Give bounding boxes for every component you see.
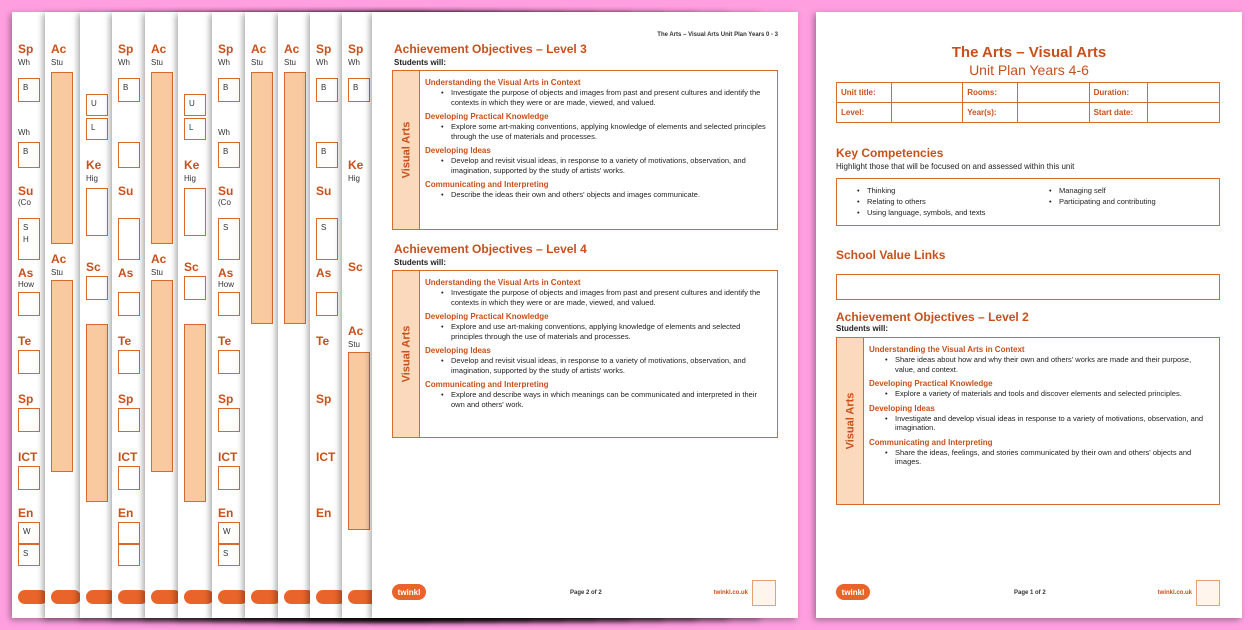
sheet-fragment: Sp xyxy=(18,42,34,56)
sheet-fragment: L xyxy=(189,123,194,132)
site-link[interactable]: twinkl.co.uk xyxy=(713,590,748,596)
objective-item: • Describe the ideas their own and others' objects and images communicate. xyxy=(425,190,771,200)
competency-item[interactable]: • Managing self xyxy=(1047,185,1156,196)
sheet-fragment: Hig xyxy=(86,174,99,183)
section-title-level-2: Achievement Objectives – Level 2 xyxy=(836,310,1029,324)
sheet-fragment: Wh xyxy=(18,58,30,67)
page-1 xyxy=(816,12,1242,618)
sheet-fragment: Te xyxy=(118,334,132,348)
page-title: The Arts – Visual Arts xyxy=(951,44,1107,61)
sheet-fragment: Ke xyxy=(86,158,102,172)
objective-item: • Explore and describe ways in which meanings can be communicated and interpreted in their own and others' work. xyxy=(425,390,771,409)
twinkl-logo-icon xyxy=(18,590,48,604)
sheet-fragment: Stu xyxy=(51,268,64,277)
quality-badge-icon xyxy=(752,580,776,606)
objective-heading: Understanding the Visual Arts in Context xyxy=(425,278,581,287)
twinkl-logo-icon xyxy=(118,590,148,604)
objective-heading: Developing Practical Knowledge xyxy=(425,112,549,121)
sheet-fragment: Stu xyxy=(151,268,164,277)
competency-item[interactable]: • Relating to others xyxy=(855,196,985,207)
objective-heading: Developing Ideas xyxy=(425,346,491,355)
page-subtitle: Unit Plan Years 4-6 xyxy=(969,62,1089,78)
twinkl-logo-icon xyxy=(184,590,214,604)
sheet-fragment: Ac xyxy=(151,252,167,266)
objective-heading: Developing Ideas xyxy=(425,146,491,155)
section-title-level-3: Achievement Objectives – Level 3 xyxy=(394,42,587,56)
back-sheet-11: Sp Wh B Ke Hig Sc Ac Stu xyxy=(342,12,762,618)
objective-heading: Developing Practical Knowledge xyxy=(869,379,993,388)
objective-heading: Communicating and Interpreting xyxy=(425,180,549,189)
key-competencies-title: Key Competencies xyxy=(836,146,944,160)
visual-arts-side-label: Visual Arts xyxy=(837,338,864,504)
objective-item: • Investigate the purpose of objects and images from past and present cultures and identify the contexts in which they were or are made, viewed, and valued. xyxy=(425,88,771,107)
sheet-fragment: How xyxy=(18,280,35,289)
sheet-fragment: Sc xyxy=(184,260,199,274)
years-field[interactable] xyxy=(1017,103,1089,123)
sheet-fragment: ICT xyxy=(18,450,38,464)
page-2 xyxy=(372,12,798,618)
years-label: Year(s): xyxy=(963,103,1018,123)
start-date-field[interactable] xyxy=(1148,103,1220,123)
objectives-box-level-4 xyxy=(392,270,778,438)
twinkl-logo-icon: twinkl xyxy=(392,584,426,600)
sheet-fragment: Wh xyxy=(118,58,130,67)
sheet-fragment: Su xyxy=(118,184,134,198)
sheet-fragment: (Co xyxy=(18,198,31,207)
unit-title-field[interactable] xyxy=(891,83,963,103)
sheet-fragment: As xyxy=(118,266,134,280)
objective-heading: Understanding the Visual Arts in Context xyxy=(425,78,581,87)
school-value-links-title: School Value Links xyxy=(836,248,946,262)
visual-arts-side-label: Visual Arts xyxy=(393,271,420,437)
site-link[interactable]: twinkl.co.uk xyxy=(1157,590,1192,596)
twinkl-logo-icon xyxy=(51,590,81,604)
competency-item[interactable]: • Participating and contributing xyxy=(1047,196,1156,207)
sheet-fragment: Wh xyxy=(18,128,30,137)
level-label: Level: xyxy=(837,103,892,123)
back-sheet-8: Ac Stu xyxy=(245,12,665,618)
sheet-fragment: Sp xyxy=(118,392,134,406)
sheet-fragment: En xyxy=(18,506,34,520)
rooms-label: Rooms: xyxy=(963,83,1018,103)
students-will-label: Students will: xyxy=(394,258,446,267)
sheet-fragment: H xyxy=(23,235,29,244)
sheet-fragment: Ac xyxy=(51,42,67,56)
sheet-fragment: B xyxy=(123,83,129,92)
objectives-box-level-3 xyxy=(392,70,778,230)
rooms-field[interactable] xyxy=(1017,83,1089,103)
objective-heading: Understanding the Visual Arts in Context xyxy=(869,345,1025,354)
students-will-label: Students will: xyxy=(394,58,446,67)
unit-title-label: Unit title: xyxy=(837,83,892,103)
sheet-fragment: Su xyxy=(18,184,34,198)
objective-item: • Explore some art-making conventions, applying knowledge of elements and selected principles through the use of materials and processes. xyxy=(425,122,771,141)
objective-item: • Share the ideas, feelings, and stories communicated by their own and others' objects and images. xyxy=(869,448,1213,467)
page-number: Page 1 of 2 xyxy=(1014,590,1046,596)
start-date-label: Start date: xyxy=(1089,103,1148,123)
sheet-fragment: Ac xyxy=(51,252,67,266)
competency-item[interactable]: • Using language, symbols, and texts xyxy=(855,207,985,218)
unit-details-table xyxy=(836,82,1220,123)
duration-label: Duration: xyxy=(1089,83,1148,103)
sheet-fragment: S xyxy=(23,549,29,558)
sheet-fragment: U xyxy=(91,99,97,108)
page-header: The Arts – Visual Arts Unit Plan Years 0 - 3 xyxy=(657,32,778,38)
sheet-fragment: As xyxy=(18,266,34,280)
objective-item: • Explore a variety of materials and tools and discover elements and selected principles. xyxy=(869,389,1213,399)
sheet-fragment: W xyxy=(23,527,31,536)
objective-item: • Explore and use art-making conventions, applying knowledge of elements and selected principles through the use of materials and processes. xyxy=(425,322,771,341)
back-sheet-7: Sp Wh B Wh B Su (Co S As How Te Sp ICT En W S xyxy=(212,12,632,618)
school-value-links-field[interactable] xyxy=(836,274,1220,300)
sheet-fragment: Ke xyxy=(184,158,200,172)
sheet-fragment: U xyxy=(189,99,195,108)
page-number: Page 2 of 2 xyxy=(570,590,602,596)
sheet-fragment: Ac xyxy=(151,42,167,56)
back-sheet-9: Ac Stu xyxy=(278,12,698,618)
visual-arts-side-label: Visual Arts xyxy=(393,71,420,229)
sheet-fragment: En xyxy=(118,506,134,520)
objective-heading: Communicating and Interpreting xyxy=(869,437,993,447)
sheet-fragment: B xyxy=(23,147,29,156)
duration-field[interactable] xyxy=(1148,83,1220,103)
objective-item: • Investigate and develop visual ideas in response to a variety of motivations, observation, and imagination. xyxy=(869,414,1213,433)
objective-heading: Developing Ideas xyxy=(869,403,935,413)
sheet-fragment: Hig xyxy=(184,174,197,183)
sheet-fragment: Stu xyxy=(151,58,164,67)
sheet-fragment: Sp xyxy=(118,42,134,56)
objectives-box-level-2 xyxy=(836,337,1220,505)
quality-badge-icon xyxy=(1196,580,1220,606)
objective-item: • Investigate the purpose of objects and images from past and present cultures and identify the contexts in which they were or are made, viewed, and valued. xyxy=(425,288,771,307)
students-will-label: Students will: xyxy=(836,324,888,333)
twinkl-logo-icon: twinkl xyxy=(836,584,870,600)
sheet-fragment: ICT xyxy=(118,450,138,464)
objective-item: • Develop and revisit visual ideas, in response to a variety of motivations, observation, and imagination, supported by the study of artists' works. xyxy=(425,356,771,375)
twinkl-logo-icon xyxy=(151,590,181,604)
back-sheet-10: Sp Wh B B Su S As Te Sp ICT En xyxy=(310,12,730,618)
objective-heading: Developing Practical Knowledge xyxy=(425,312,549,321)
key-competencies-instruction: Highlight those that will be focused on and assessed within this unit xyxy=(836,162,1075,171)
objective-heading: Communicating and Interpreting xyxy=(425,380,549,389)
sheet-fragment: Sp xyxy=(18,392,34,406)
sheet-fragment: Sc xyxy=(86,260,101,274)
level-field[interactable] xyxy=(891,103,963,123)
key-competencies-box xyxy=(836,178,1220,226)
objective-item: • Share ideas about how and why their own and others' works are made and their purpose, value, and context. xyxy=(869,355,1213,374)
sheet-fragment: B xyxy=(23,83,29,92)
sheet-fragment: Te xyxy=(18,334,32,348)
objective-item: • Develop and revisit visual ideas, in response to a variety of motivations, observation, and imagination, supported by the study of artists' works. xyxy=(425,156,771,175)
section-title-level-4: Achievement Objectives – Level 4 xyxy=(394,242,587,256)
sheet-fragment: S xyxy=(23,223,29,232)
sheet-fragment: Stu xyxy=(51,58,64,67)
sheet-fragment: L xyxy=(91,123,96,132)
competency-item[interactable]: • Thinking xyxy=(855,185,985,196)
